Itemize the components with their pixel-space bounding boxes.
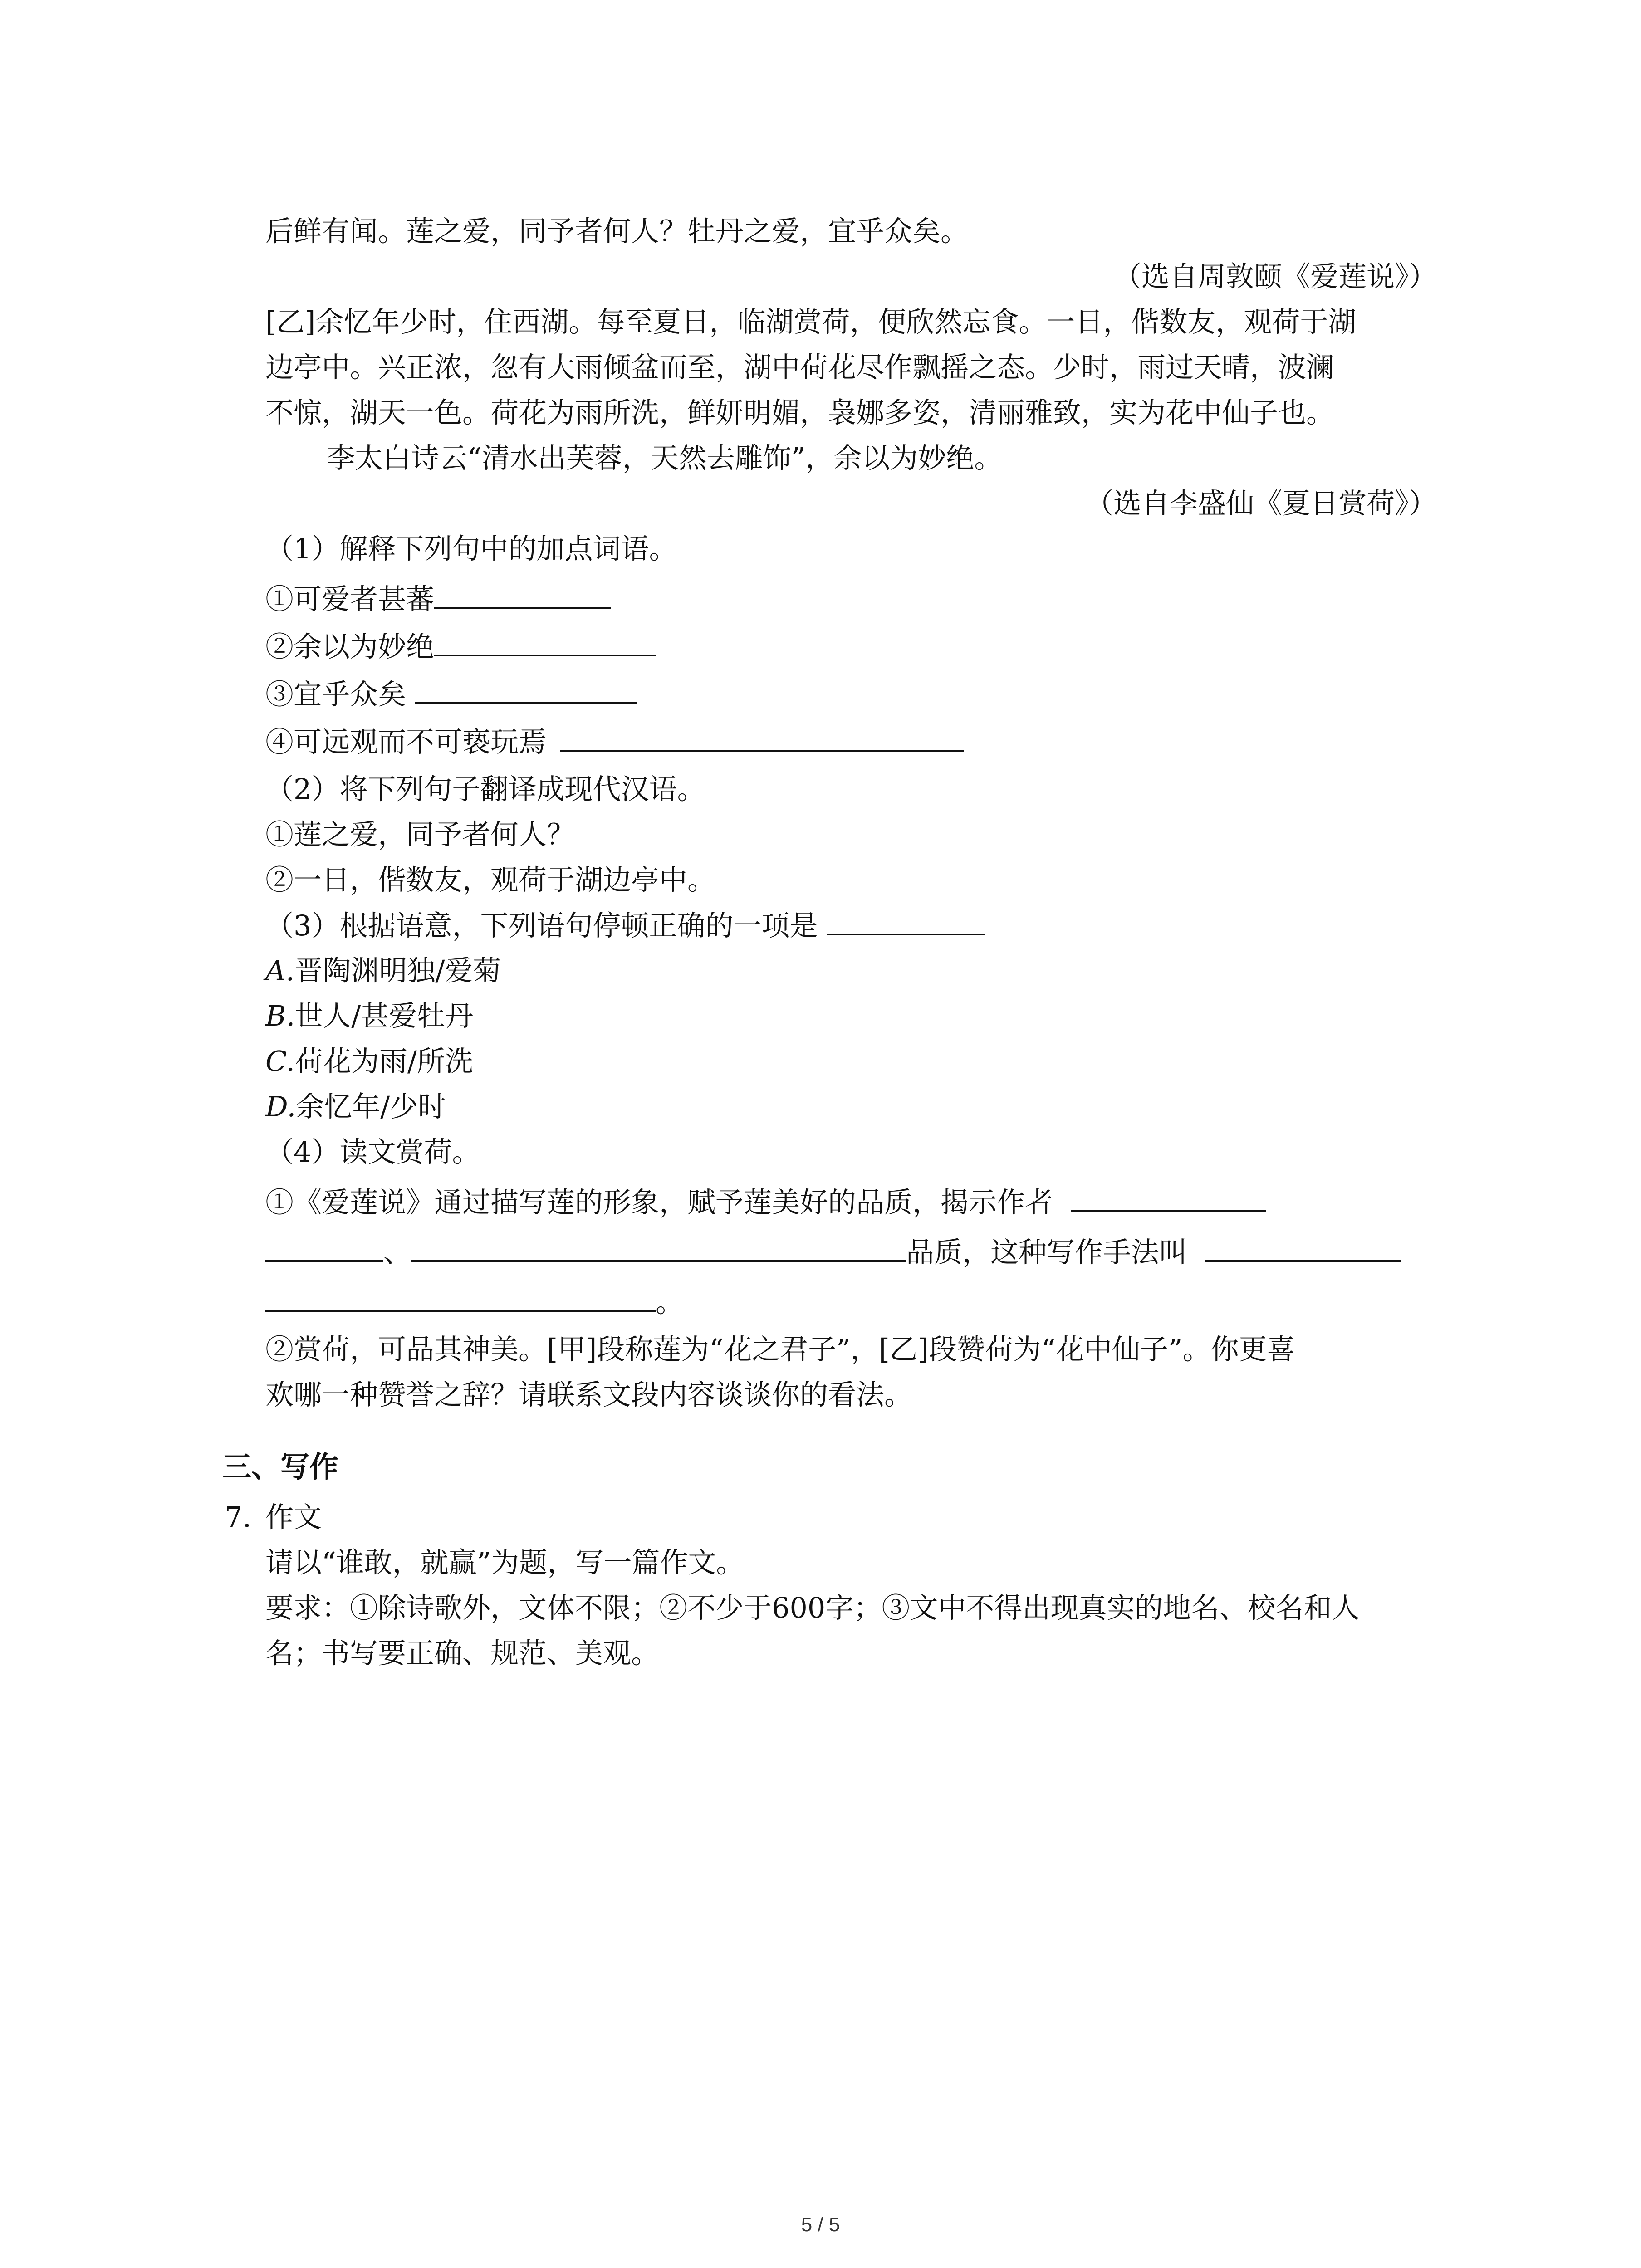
page-number: 5 / 5 xyxy=(801,2214,840,2236)
q2-item-1: ①莲之爱，同予者何人？ xyxy=(265,818,575,851)
passage-yi-line-2: 边亭中。兴正浓，忽有大雨倾盆而至，湖中荷花尽作飘摇之态。少时，雨过天晴，波澜 xyxy=(265,351,1335,384)
passage-yi-line-1: [乙]余忆年少时，住西湖。每至夏日，临湖赏荷，便欣然忘食。一日，偕数友，观荷于湖 xyxy=(265,305,1357,338)
q1-item-3-text: ③宜乎众矣 xyxy=(265,678,407,711)
q4-answer-blank-2[interactable] xyxy=(265,1234,383,1262)
passage-yi-source: （选自李盛仙《夏日赏荷》） xyxy=(1085,487,1437,520)
q7-requirements-line-2: 名；书写要正确、规范、美观。 xyxy=(265,1637,660,1670)
q3-option-b[interactable] xyxy=(265,998,1440,1034)
q4-sub1-part1: ①《爱莲说》通过描写莲的形象，赋予莲美好的品质，揭示作者 xyxy=(265,1186,1053,1219)
q3-option-d-text: 余忆年/少时 xyxy=(296,1090,446,1123)
q3-stem-line xyxy=(265,907,1440,944)
q4-stem: （4）读文赏荷。 xyxy=(265,1135,480,1168)
q1-answer-blank-1[interactable] xyxy=(434,581,611,609)
q4-answer-blank-1[interactable] xyxy=(1071,1184,1266,1212)
q1-item-4 xyxy=(265,723,1440,760)
q3-option-b-letter: B. xyxy=(265,999,295,1032)
section-writing-title: 三、写作 xyxy=(222,1450,338,1484)
q7-requirements-line-1: 要求：①除诗歌外，文体不限；②不少于600字；③文中不得出现真实的地名、校名和人 xyxy=(265,1591,1360,1624)
q3-option-a-text: 晋陶渊明独/爱菊 xyxy=(294,954,501,987)
q3-answer-blank[interactable] xyxy=(827,907,985,935)
q3-option-c-letter: C. xyxy=(265,1045,295,1078)
passage-yi-indent-line: 李太白诗云“清水出芙蓉，天然去雕饰”，余以为妙绝。 xyxy=(327,441,1003,474)
q1-item-3 xyxy=(265,676,1440,713)
q7-title: 作文 xyxy=(265,1501,322,1534)
q7-number: 7. xyxy=(225,1501,252,1534)
q1-answer-blank-4[interactable] xyxy=(560,723,964,752)
passage-yi-line-3: 不惊，湖天一色。荷花为雨所洗，鲜妍明媚，袅娜多姿，清丽雅致，实为花中仙子也。 xyxy=(265,396,1335,429)
q3-option-b-text: 世人/甚爱牡丹 xyxy=(295,999,474,1032)
q4-sub1-end: 。 xyxy=(656,1286,684,1319)
q1-stem: （1）解释下列句中的加点词语。 xyxy=(265,532,677,565)
q3-option-a[interactable] xyxy=(265,953,1440,989)
q3-option-a-letter: A. xyxy=(265,954,295,987)
q1-answer-blank-2[interactable] xyxy=(434,628,656,656)
q2-item-2: ②一日，偕数友，观荷于湖边亭中。 xyxy=(265,863,716,896)
passage-jia-source: （选自周敦颐《爱莲说》） xyxy=(1113,260,1437,293)
q4-sub1-line-3 xyxy=(265,1284,1440,1320)
q3-option-c-text: 荷花为雨/所洗 xyxy=(294,1045,473,1078)
q4-sub1-part2: 品质，这种写作手法叫 xyxy=(906,1236,1188,1269)
q4-sub2-line-1: ②赏荷，可品其神美。[甲]段称莲为“花之君子”，[乙]段赞荷为“花中仙子”。你更喜 xyxy=(265,1333,1295,1366)
q4-sub1-line-2 xyxy=(265,1234,1440,1271)
q4-sub2-line-2: 欢哪一种赞誉之辞？请联系文段内容谈谈你的看法。 xyxy=(265,1378,913,1411)
q7-prompt: 请以“谁敢，就赢”为题，写一篇作文。 xyxy=(265,1546,745,1579)
q1-item-2-text: ②余以为妙绝 xyxy=(265,630,435,663)
q1-item-1 xyxy=(265,581,1440,617)
q1-item-4-text: ④可远观而不可亵玩焉 xyxy=(265,725,547,758)
q1-item-2 xyxy=(265,628,1440,665)
q4-sub1-line-1 xyxy=(265,1184,1440,1221)
q4-sub1-sep: 、 xyxy=(383,1236,412,1269)
q3-stem: （3）根据语意，下列语句停顿正确的一项是 xyxy=(265,909,818,942)
passage-jia-last-line: 后鲜有闻。莲之爱，同予者何人？牡丹之爱，宜乎众矣。 xyxy=(265,215,969,248)
q2-stem: （2）将下列句子翻译成现代汉语。 xyxy=(265,772,705,806)
q1-answer-blank-3[interactable] xyxy=(415,676,637,704)
q4-answer-blank-4[interactable] xyxy=(1205,1234,1401,1262)
q4-answer-blank-5[interactable] xyxy=(265,1284,656,1312)
q3-option-d[interactable] xyxy=(265,1089,1440,1125)
q4-answer-blank-3[interactable] xyxy=(411,1234,906,1262)
q1-item-1-text: ①可爱者甚蕃 xyxy=(265,582,435,616)
q3-option-d-letter: D. xyxy=(265,1090,296,1123)
q3-option-c[interactable] xyxy=(265,1043,1440,1080)
